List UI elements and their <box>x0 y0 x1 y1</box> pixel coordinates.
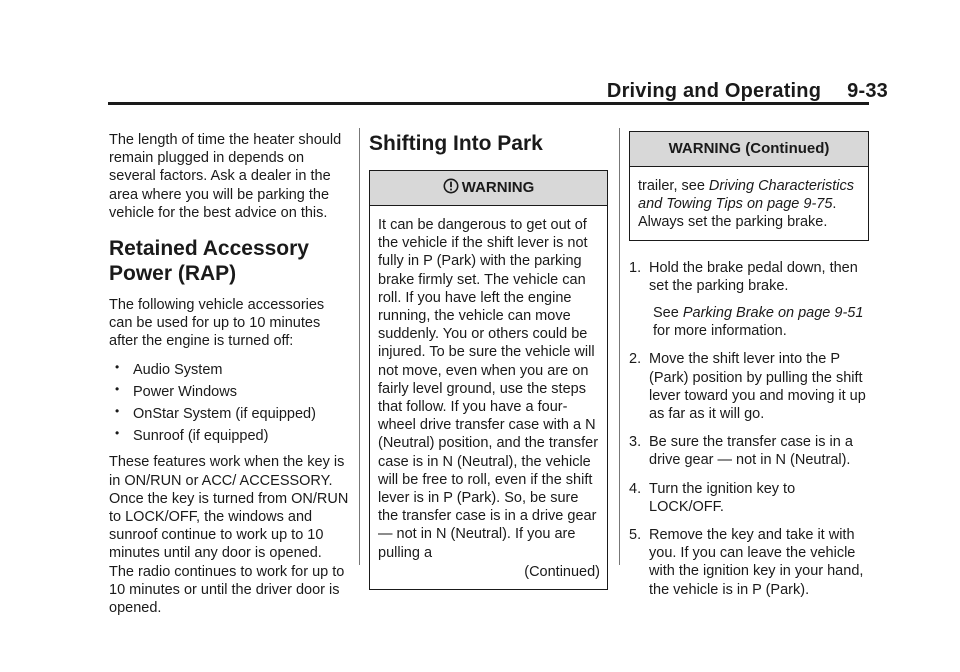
list-item <box>629 526 869 599</box>
accessory-list <box>109 361 350 446</box>
list-item <box>109 383 350 401</box>
list-item-text: Audio System <box>133 361 223 378</box>
bullet-icon: • <box>115 359 120 374</box>
warning-icon <box>443 178 459 194</box>
step-number: 5. <box>629 527 642 544</box>
step-note <box>649 304 869 340</box>
header-title <box>607 80 888 103</box>
warning-title: WARNING <box>461 179 535 196</box>
column-1 <box>109 131 350 627</box>
list-item <box>629 433 869 469</box>
warning-box <box>369 170 608 590</box>
continued-label: (Continued) <box>524 563 600 580</box>
rap-intro: The following vehicle accessories can be used for up to 10 minutes after the engine is turned off: <box>109 297 325 350</box>
column-3 <box>629 131 869 609</box>
list-item <box>109 427 350 445</box>
page-number: 9-33 <box>847 80 888 102</box>
list-item-text: Sunroof (if equipped) <box>133 428 269 445</box>
parking-brake-reference: Parking Brake on page 9-51 <box>682 305 864 322</box>
step-number: 3. <box>629 434 642 451</box>
warning-body-continued <box>630 167 868 240</box>
shifting-heading: Shifting Into Park <box>369 132 543 155</box>
warning-text-part: . Always set the parking brake. <box>638 196 837 231</box>
section-title: Driving and Operating <box>606 80 822 102</box>
list-item <box>629 350 869 423</box>
parking-steps <box>629 259 869 599</box>
towing-tips-reference: Driving Characteristics and Towing Tips on page 9-75 <box>638 178 854 213</box>
step-text: Remove the key and take it with you. If you can leave the vehicle with the ignition key in your hand, the vehicle is in P (Park). <box>649 527 864 598</box>
rap-body: These features work when the key is in ON/RUN or ACC/ ACCESSORY. Once the key is turned from ON/RUN to LOCK/OFF, the windows and sunroof continue to work up to 10 minutes until any door is opened. The radio continues to work for up to 10 minutes or until the driver door is opened. <box>109 454 349 617</box>
list-item-text: Power Windows <box>133 383 237 400</box>
step-text: Hold the brake pedal down, then set the parking brake. <box>649 259 858 294</box>
bullet-icon: • <box>115 426 120 441</box>
column-divider-1 <box>359 128 360 565</box>
rap-heading-line2: Power (RAP) <box>109 262 237 286</box>
step-number: 2. <box>629 351 642 368</box>
step-number: 4. <box>629 480 642 497</box>
list-item <box>109 405 350 423</box>
note-text: See <box>653 305 683 322</box>
list-item <box>109 361 350 379</box>
column-divider-2 <box>619 128 620 565</box>
bullet-icon: • <box>115 381 120 396</box>
step-text: Move the shift lever into the P (Park) position by pulling the shift lever toward you and moving it up as far as it will go. <box>649 351 866 423</box>
warning-body <box>370 206 607 589</box>
column-2 <box>369 131 608 590</box>
warning-text-part: trailer, see <box>638 178 709 194</box>
warning-header-continued: WARNING (Continued) <box>630 132 868 167</box>
note-text: for more information. <box>653 323 787 340</box>
header-rule <box>108 102 869 105</box>
step-text: Turn the ignition key to LOCK/OFF. <box>649 480 796 515</box>
bullet-icon: • <box>115 404 120 419</box>
rap-heading <box>109 236 350 286</box>
warning-header <box>370 171 607 206</box>
list-item <box>629 259 869 341</box>
step-text: Be sure the transfer case is in a drive gear — not in N (Neutral). <box>649 434 853 469</box>
heater-paragraph: The length of time the heater should remain plugged in depends on several factors. Ask a dealer in the area where you will be parking the vehicle for the best advice on this. <box>109 132 342 221</box>
warning-box-continued <box>629 131 869 241</box>
step-number: 1. <box>629 259 642 276</box>
rap-heading-line1: Retained Accessory <box>109 237 309 261</box>
list-item-text: OnStar System (if equipped) <box>133 406 316 423</box>
warning-text: It can be dangerous to get out of the vehicle if the shift lever is not fully in P (Park) with the parking brake firmly set. The vehicle can roll. If you have left the engine running, the vehicle can move suddenly. You or others could be injured. To be sure the vehicle will not move, even when you are on fairly level ground, use the steps that follow. If you have a four-wheel drive transfer case with a N (Neutral) position, and the transfer case is in N (Neutral), the vehicle will be free to roll, even if the shift lever is in P (Park). So, be sure the transfer case is in a drive gear — not in N (Neutral). If you are pulling a <box>378 217 599 561</box>
warning-text-continued <box>638 177 861 232</box>
list-item <box>629 480 869 516</box>
